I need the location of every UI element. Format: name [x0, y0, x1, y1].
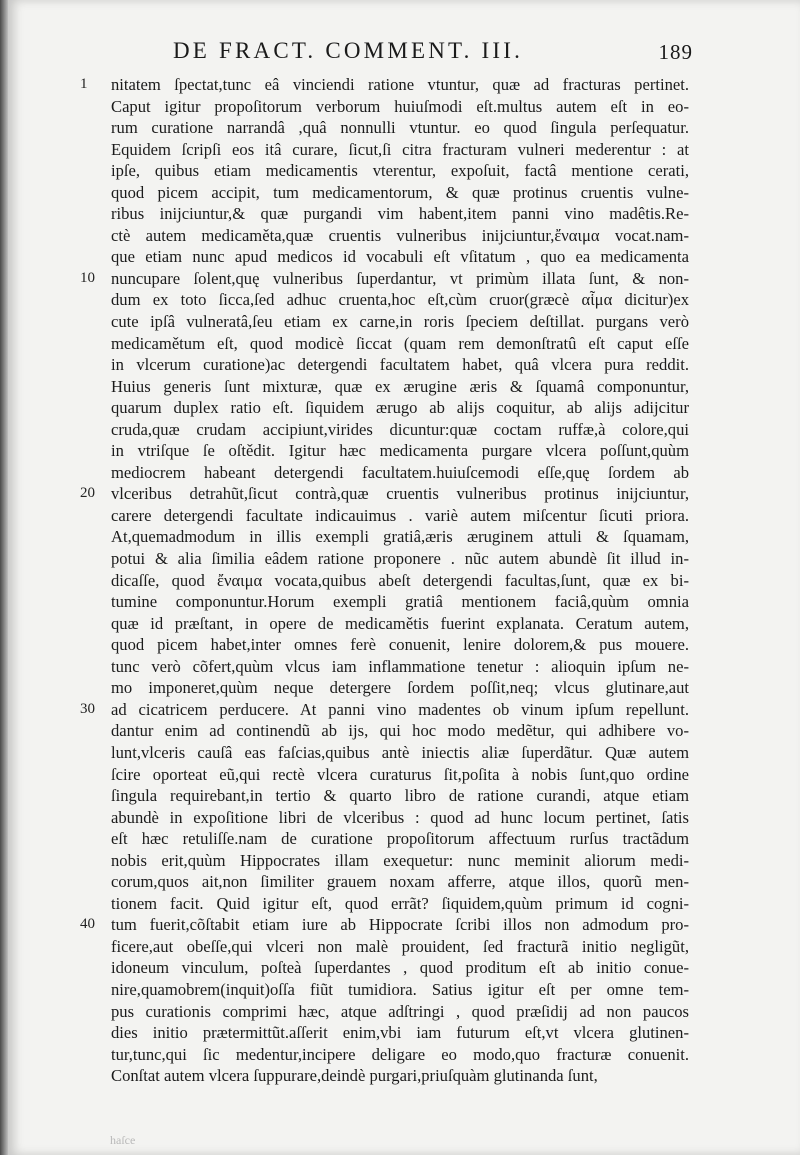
line-text: cute ipſâ vulneratâ,ſeu etiam ex carne,in roris ſpeciem deſtillat. purgans verò: [111, 312, 689, 332]
line-text: abundè in expoſitione libri de vlceribus : quod ad hunc locum pertinet, ſatis: [111, 807, 689, 827]
text-line: [111, 462, 689, 484]
text-line: [111, 591, 689, 613]
line-text: quod picem accipit, tum medicamentorum, & quæ protinus cruentis vulne-: [111, 182, 689, 202]
line-text: tionem facit. Quid igitur eſt, quod errãt? ſiquidem,quùm primum id cogni-: [111, 893, 689, 913]
line-text: Caput igitur propoſitorum verborum huiuſmodi eſt.multus autem eſt in eo-: [111, 96, 689, 116]
line-text: tur,tunc,qui ſic medentur,incipere deligare eo modo,quo fracturæ conuenit.: [111, 1044, 689, 1064]
catchword: haſce: [110, 1133, 136, 1147]
line-text: nire,quamobrem(inquit)oſſa fiũt tumidiora. Satius igitur eſt per omne tem-: [111, 979, 689, 999]
line-text: ad cicatricem perducere. At panni vino madentes ob vinum ipſum repellunt.: [111, 699, 689, 719]
text-line: [111, 333, 689, 355]
line-text: At,quemadmodum in illis exempli gratiâ,æris æruginem attuli & ſquamam,: [111, 527, 689, 547]
line-text: quarum duplex ratio eſt. ſiquidem ærugo ab alijs coquitur, ab alijs adijcitur: [111, 398, 689, 418]
text-line: [111, 160, 689, 182]
line-text: potui & alia ſimilia eâdem ratione proponere . nũc autem abundè ſit illud in-: [111, 549, 689, 569]
text-line: [111, 505, 689, 527]
line-number: 40: [80, 916, 95, 933]
line-text: idoneum vinculum, poſteà ſuperdantes , quod proditum eſt ab initio conue-: [111, 958, 689, 978]
line-text: ipſe, quibus etiam medicamentis vterentur, expoſuit, factâ mentione cerati,: [111, 161, 689, 181]
binding-shadow: [0, 0, 8, 1155]
text-line: [80, 483, 689, 505]
text-line: [111, 656, 689, 678]
line-text: vlceribus detrahũt,ſicut contrà,quæ cruentis vulneribus protinus inijciuntur,: [111, 484, 689, 504]
text-line: [111, 397, 689, 419]
line-text: in vtriſque ſe oſtědit. Igitur hæc medicamenta purgare vlcera poſſunt,quùm: [111, 441, 689, 461]
line-text: corum,quos ait,non ſimiliter grauem noxam afferre, atque illos, quorũ men-: [111, 872, 689, 892]
text-line: [111, 742, 689, 764]
text-line: [111, 764, 689, 786]
line-text: nitatem ſpectat,tunc eâ vinciendi ratione vtuntur, quæ ad fracturas pertinet.: [111, 75, 689, 94]
text-line: [111, 96, 689, 118]
body-text: [80, 74, 689, 1087]
line-text: tum fuerit,cõſtabit etiam iure ab Hippocrate ſcribi illos non admodum pro-: [111, 915, 689, 935]
text-line: [111, 376, 689, 398]
text-line: [111, 1065, 689, 1087]
line-text: que etiam nunc apud medicos id vocabuli eſt vſitatum , quo ea medicamenta: [111, 247, 689, 267]
line-text: nuncupare ſolent,quę vulneribus ſuperdantur, vt primùm illata ſunt, & non-: [111, 268, 689, 288]
line-text: rum curatione narrandâ ,quâ nonnulli vtuntur. eo quod ſingula perſequatur.: [111, 118, 689, 138]
text-line: [111, 182, 689, 204]
line-text: ribus inijciuntur,& quæ purgandi vim habent,item panni vino madêtis.Re-: [111, 204, 689, 224]
text-line: [111, 871, 689, 893]
text-line: [111, 720, 689, 742]
text-line: [111, 311, 689, 333]
line-text: dum ex toto ſicca,ſed adhuc cruenta,hoc eſt,cùm cruor(græcè αἷμα dicitur)ex: [111, 290, 689, 310]
text-line: [111, 1022, 689, 1044]
text-line: [80, 74, 689, 96]
line-number: 1: [80, 76, 88, 92]
text-line: [111, 677, 689, 699]
text-line: [111, 440, 689, 462]
text-line: [111, 139, 689, 161]
text-line: [111, 203, 689, 225]
line-number: 10: [80, 269, 95, 286]
book-page: [8, 0, 800, 1155]
line-text: pus curationis comprimi hæc, atque adſtringi , quod præſidij ad non paucos: [111, 1001, 689, 1021]
line-text: Equidem ſcripſi eos itâ curare, ſicut,ſi citra fracturam vulneri mederentur : at: [111, 139, 689, 159]
line-text: quæ id præſtant, in opere de medicamětis fuerint explanata. Ceratum autem,: [111, 613, 689, 633]
text-line: [111, 225, 689, 247]
page-header: [173, 38, 693, 68]
line-text: dantur enim ad continendũ ab ijs, qui hoc modo medẽtur, qui adhibere vo-: [111, 721, 689, 741]
text-line: [111, 957, 689, 979]
running-head: DE FRACT. COMMENT. III.: [173, 38, 524, 63]
text-line: [111, 246, 689, 268]
line-text: eſt hæc retuliſſe.nam de curatione propoſitorum affectuum rurſus tractãdum: [111, 829, 689, 849]
text-line: [111, 807, 689, 829]
text-line: [111, 1001, 689, 1023]
page-number: 189: [658, 40, 693, 64]
text-line: [80, 268, 689, 290]
text-line: [111, 785, 689, 807]
line-text: medicamětum eſt, quod modicè ſiccat (quam rem demonſtratû eſt caput eſſe: [111, 333, 689, 353]
line-text: nobis erit,quùm Hippocrates illam exequetur: nunc meminit aliorum medi-: [111, 850, 689, 870]
line-text: Conſtat autem vlcera ſuppurare,deindè purgari,priuſquàm glutinanda ſunt,: [111, 1066, 598, 1086]
line-text: ſcire oporteat eũ,qui rectè vlcera curaturus ſit,poſita à nobis ſunt,quo ordine: [111, 764, 689, 784]
line-text: dicaſſe, quod ἔναιμα vocata,quibus abeſt detergendi facultas,ſunt, quæ ex bi-: [111, 570, 689, 590]
line-text: mediocrem habeant detergendi facultatem.huiuſcemodi eſſe,quę ſordem ab: [111, 462, 689, 482]
text-line: [80, 699, 689, 721]
line-number: 20: [80, 485, 95, 502]
text-line: [111, 936, 689, 958]
text-line: [111, 979, 689, 1001]
text-line: [111, 354, 689, 376]
text-line: [111, 526, 689, 548]
line-text: lunt,vlceris cauſâ eas faſcias,quibus antè iniectis aliæ ſuperdãtur. Quæ autem: [111, 742, 689, 762]
line-text: tumine componuntur.Horum exempli gratiâ mentionem faciâ,quùm omnia: [111, 592, 689, 612]
text-line: [111, 850, 689, 872]
line-number: 30: [80, 700, 95, 717]
line-text: cruda,quæ crudam accipiunt,virides dicuntur:quæ coctam ruffæ,à colore,qui: [111, 419, 689, 439]
text-line: [111, 117, 689, 139]
text-line: [111, 548, 689, 570]
line-text: carere detergendi facultate indicauimus . variè autem miſcentur ſicuti priora.: [111, 505, 689, 525]
text-line: [111, 419, 689, 441]
line-text: tunc verò cõfert,quùm vlcus iam inflammatione tenetur : alioquin ipſum ne-: [111, 656, 689, 676]
text-line: [111, 1044, 689, 1066]
line-text: ctè autem medicaměta,quæ cruentis vulneribus inijciuntur,ἔναιμα vocat.nam-: [111, 225, 689, 245]
text-line: [111, 289, 689, 311]
text-line: [111, 634, 689, 656]
line-text: in vlcerum curatione)ac detergendi facultatem habet, quâ vlcera pura reddit.: [111, 355, 689, 375]
text-line: [111, 613, 689, 635]
line-text: quod picem habet,inter omnes ferè conuenit, lenire dolorem,& pus mouere.: [111, 635, 689, 655]
text-line: [111, 893, 689, 915]
line-text: Huius generis ſunt mixturæ, quæ ex ærugine æris & ſquamâ componuntur,: [111, 376, 689, 396]
line-text: ficere,aut obeſſe,qui vlceri non malè prouident, ſed fracturã initio negligũt,: [111, 936, 689, 956]
line-text: dies initio prætermittũt.aſſerit enim,vbi iam futurum eſt,vt vlcera glutinen-: [111, 1023, 689, 1043]
text-line: [111, 828, 689, 850]
text-line: [80, 914, 689, 936]
line-text: mo imponeret,quùm neque detergere ſordem poſſit,neq; vlcus glutinare,aut: [111, 678, 689, 698]
text-line: [111, 570, 689, 592]
line-text: ſingula requirebant,in tertio & quarto libro de ratione curandi, atque etiam: [111, 786, 689, 806]
